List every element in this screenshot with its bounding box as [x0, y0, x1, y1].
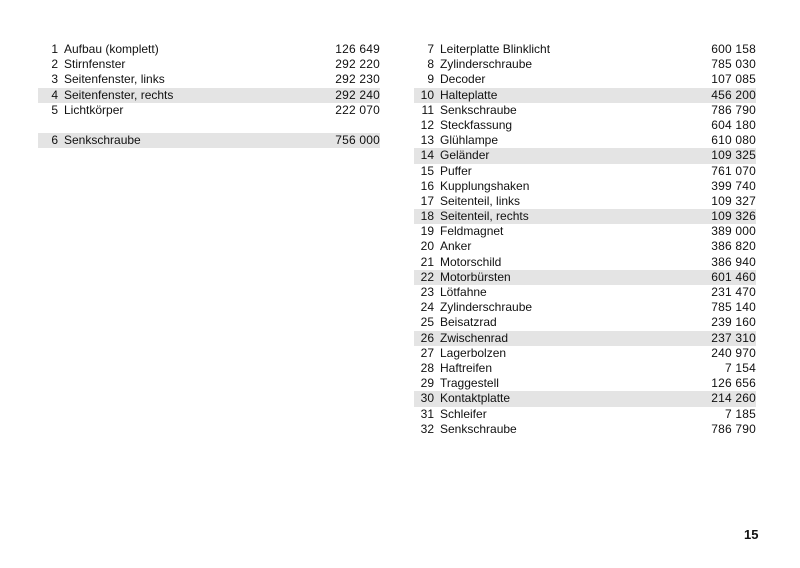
item-name: Steckfassung [440, 117, 513, 132]
item-name: Seitenteil, rechts [440, 209, 529, 224]
item-number: 22 [420, 269, 434, 284]
item-number: 6 [51, 133, 58, 148]
parts-row [414, 407, 756, 422]
item-number: 17 [420, 193, 434, 208]
item-number: 11 [421, 102, 434, 117]
part-number: 126 656 [711, 376, 756, 391]
parts-row [414, 391, 756, 406]
item-number: 28 [420, 360, 434, 375]
item-name: Seitenfenster, rechts [64, 87, 174, 102]
parts-row [38, 72, 380, 87]
item-name: Zylinderschraube [440, 57, 533, 72]
part-number: 214 260 [711, 391, 756, 406]
item-number: 8 [427, 57, 434, 72]
parts-row [414, 194, 756, 209]
parts-row [414, 300, 756, 315]
item-name: Senkschraube [440, 102, 517, 117]
part-number: 610 080 [711, 133, 756, 148]
parts-row [38, 57, 380, 72]
item-number: 7 [427, 42, 434, 56]
parts-list-right [414, 42, 756, 437]
parts-row [414, 42, 756, 57]
item-name: Stirnfenster [64, 57, 126, 72]
item-name: Zwischenrad [440, 330, 509, 345]
item-number: 21 [420, 254, 434, 269]
part-number: 109 325 [711, 148, 756, 163]
parts-row [414, 57, 756, 72]
item-number: 25 [420, 315, 434, 330]
item-name: Lichtkörper [64, 102, 124, 117]
parts-list-left [38, 42, 380, 148]
item-name: Decoder [440, 72, 486, 87]
part-number: 785 030 [711, 57, 756, 72]
item-name: Puffer [440, 163, 472, 178]
parts-row [414, 164, 756, 179]
item-number: 5 [51, 102, 58, 117]
spacer-row [38, 118, 380, 133]
item-name: Kupplungshaken [440, 178, 530, 193]
item-number: 30 [420, 391, 434, 406]
part-number: 389 000 [711, 224, 756, 239]
parts-row [414, 209, 756, 224]
item-number: 27 [420, 345, 434, 360]
item-name: Haftreifen [440, 360, 493, 375]
parts-row [414, 331, 756, 346]
item-name: Schleifer [440, 406, 487, 421]
part-number: 456 200 [711, 87, 756, 102]
item-number: 3 [51, 72, 58, 87]
part-number: 785 140 [711, 300, 756, 315]
part-number: 292 220 [335, 57, 380, 72]
part-number: 239 160 [711, 315, 756, 330]
item-name: Feldmagnet [440, 224, 504, 239]
parts-row [414, 285, 756, 300]
item-name: Aufbau (komplett) [64, 42, 159, 56]
part-number: 756 000 [335, 133, 380, 148]
part-number: 109 326 [711, 209, 756, 224]
page-number: 15 [744, 527, 759, 542]
item-name: Halteplatte [440, 87, 498, 102]
item-number: 26 [420, 330, 434, 345]
item-number: 15 [420, 163, 434, 178]
item-name: Leiterplatte Blinklicht [440, 42, 551, 56]
item-name: Lagerbolzen [440, 345, 507, 360]
part-number: 7 185 [724, 406, 756, 421]
part-number: 761 070 [711, 163, 756, 178]
part-number: 240 970 [711, 345, 756, 360]
item-number: 14 [420, 148, 434, 163]
parts-row [414, 346, 756, 361]
item-number: 1 [51, 42, 58, 56]
item-name: Senkschraube [440, 421, 517, 436]
item-name: Motorbürsten [440, 269, 511, 284]
parts-row [38, 42, 380, 57]
parts-row [38, 88, 380, 103]
item-name: Geländer [440, 148, 490, 163]
item-name: Beisatzrad [440, 315, 497, 330]
part-number: 231 470 [711, 285, 756, 299]
part-number: 601 460 [711, 269, 756, 284]
parts-row [414, 179, 756, 194]
parts-row [414, 148, 756, 163]
item-number: 16 [420, 178, 434, 193]
item-number: 23 [420, 285, 434, 299]
parts-row [414, 315, 756, 330]
item-name: Kontaktplatte [440, 391, 511, 406]
item-name: Lötfahne [440, 285, 487, 299]
parts-row [414, 376, 756, 391]
part-number: 126 649 [335, 42, 380, 56]
part-number: 292 240 [335, 87, 380, 102]
item-name: Motorschild [440, 254, 502, 269]
part-number: 786 790 [711, 421, 756, 436]
item-number: 32 [420, 421, 434, 436]
parts-row [414, 118, 756, 133]
item-number: 10 [420, 87, 434, 102]
item-name: Seitenfenster, links [64, 72, 165, 87]
part-number: 600 158 [711, 42, 756, 56]
part-number: 109 327 [711, 193, 756, 208]
item-number: 24 [420, 300, 434, 315]
parts-row [414, 88, 756, 103]
part-number: 237 310 [711, 330, 756, 345]
part-number: 604 180 [711, 117, 756, 132]
part-number: 399 740 [711, 178, 756, 193]
parts-row [414, 103, 756, 118]
item-name: Senkschraube [64, 133, 141, 148]
part-number: 7 154 [724, 360, 756, 375]
parts-row [414, 255, 756, 270]
item-number: 19 [420, 224, 434, 239]
item-name: Anker [440, 239, 472, 254]
part-number: 786 790 [711, 102, 756, 117]
item-number: 2 [51, 57, 58, 72]
part-number: 222 070 [335, 102, 380, 117]
parts-row [414, 270, 756, 285]
item-number: 9 [427, 72, 434, 87]
item-number: 29 [420, 376, 434, 391]
parts-row [414, 361, 756, 376]
part-number: 386 940 [711, 254, 756, 269]
item-number: 13 [420, 133, 434, 148]
item-name: Zylinderschraube [440, 300, 533, 315]
parts-row [414, 239, 756, 254]
part-number: 292 230 [335, 72, 380, 87]
parts-row [414, 224, 756, 239]
item-number: 20 [420, 239, 434, 254]
item-number: 4 [51, 87, 58, 102]
item-number: 18 [420, 209, 434, 224]
parts-row [414, 133, 756, 148]
item-name: Glühlampe [440, 133, 499, 148]
part-number: 386 820 [711, 239, 756, 254]
parts-row [414, 422, 756, 437]
parts-row [38, 103, 380, 118]
item-number: 12 [420, 117, 434, 132]
part-number: 107 085 [711, 72, 756, 87]
parts-row [414, 72, 756, 87]
item-number: 31 [420, 406, 434, 421]
parts-row [38, 133, 380, 148]
item-name: Seitenteil, links [440, 193, 521, 208]
item-name: Traggestell [440, 376, 499, 391]
